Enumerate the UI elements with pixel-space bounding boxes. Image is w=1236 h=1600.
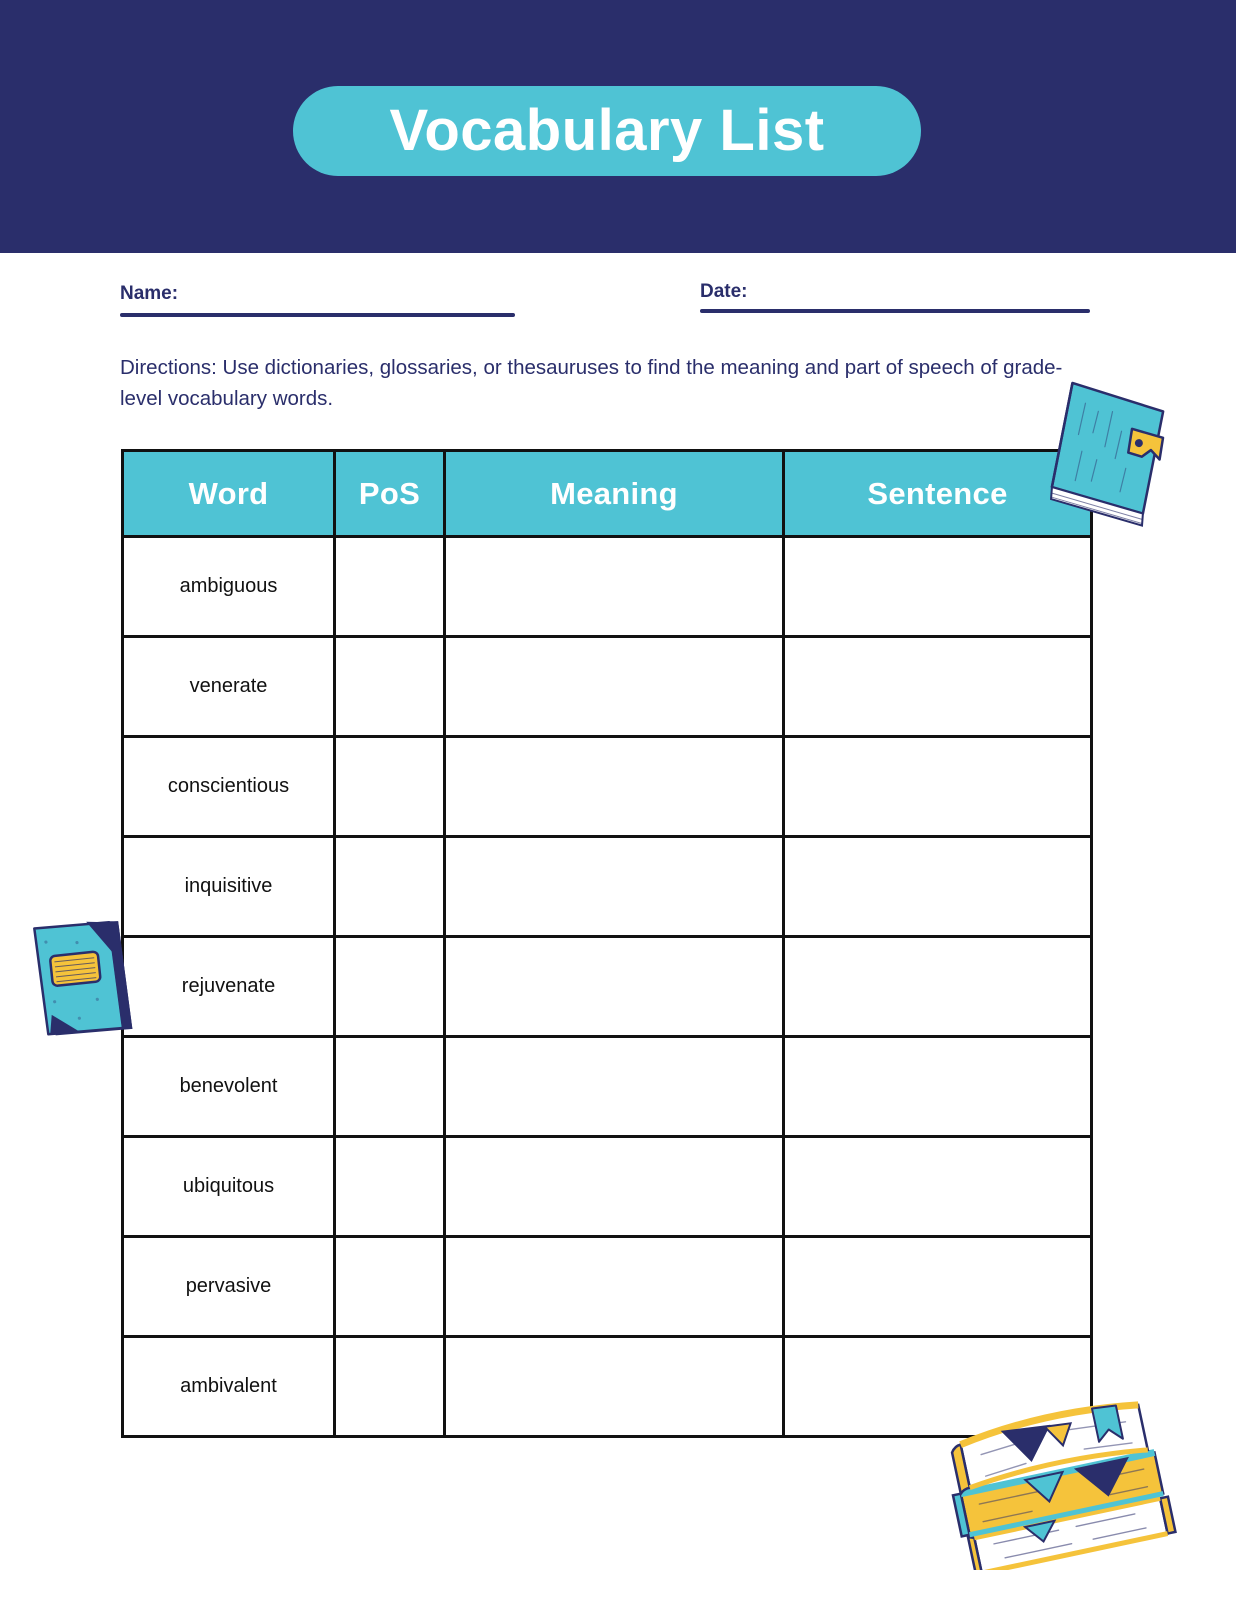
pos-cell[interactable] [335,737,445,837]
sentence-cell[interactable] [784,1237,1092,1337]
sentence-cell[interactable] [784,937,1092,1037]
pos-cell[interactable] [335,837,445,937]
word-cell: pervasive [123,1237,335,1337]
pos-cell[interactable] [335,1137,445,1237]
table-row [123,1037,1092,1137]
sentence-cell[interactable] [784,637,1092,737]
directions-text: Directions: Use dictionaries, glossaries, or thesauruses to find the meaning and part of speech of grade-level vocabulary words. [120,356,1063,410]
page-title: Vocabulary List [389,98,825,163]
vocabulary-table [121,449,1093,1438]
pos-cell[interactable] [335,537,445,637]
table-header [123,451,1092,537]
sentence-cell[interactable] [784,537,1092,637]
pos-cell[interactable] [335,937,445,1037]
sentence-cell[interactable] [784,1037,1092,1137]
pos-cell[interactable] [335,1237,445,1337]
meaning-cell[interactable] [445,1237,784,1337]
sentence-cell[interactable] [784,1337,1092,1437]
word-cell: conscientious [123,737,335,837]
word-cell: ubiquitous [123,1137,335,1237]
sentence-cell[interactable] [784,837,1092,937]
word-cell: inquisitive [123,837,335,937]
word-cell: ambiguous [123,537,335,637]
header-band [0,0,1236,253]
sentence-cell[interactable] [784,737,1092,837]
pos-cell[interactable] [335,1037,445,1137]
word-cell: benevolent [123,1037,335,1137]
word-cell: ambivalent [123,1337,335,1437]
title-pill [293,86,921,176]
table-body [123,537,1092,1437]
meaning-cell[interactable] [445,837,784,937]
table-row [123,737,1092,837]
meaning-cell[interactable] [445,937,784,1037]
table-row [123,937,1092,1037]
name-write-line[interactable] [120,313,515,317]
column-header-word: Word [123,451,335,537]
sentence-cell[interactable] [784,1137,1092,1237]
table-row [123,1137,1092,1237]
meaning-cell[interactable] [445,737,784,837]
meaning-cell[interactable] [445,537,784,637]
meaning-cell[interactable] [445,1037,784,1137]
table-header-row [123,451,1092,537]
meaning-cell[interactable] [445,1137,784,1237]
table-row [123,837,1092,937]
pos-cell[interactable] [335,1337,445,1437]
word-cell: rejuvenate [123,937,335,1037]
date-field-block[interactable] [700,281,1095,321]
table-row [123,1237,1092,1337]
date-label: Date: [700,281,748,302]
date-write-line[interactable] [700,309,1090,313]
table-row [123,1337,1092,1437]
pos-cell[interactable] [335,637,445,737]
table-row [123,537,1092,637]
column-header-sentence: Sentence [784,451,1092,537]
table-row [123,637,1092,737]
column-header-meaning: Meaning [445,451,784,537]
name-field-block[interactable] [120,283,520,323]
word-cell: venerate [123,637,335,737]
meaning-cell[interactable] [445,637,784,737]
meaning-cell[interactable] [445,1337,784,1437]
column-header-pos: PoS [335,451,445,537]
name-label: Name: [120,283,179,304]
